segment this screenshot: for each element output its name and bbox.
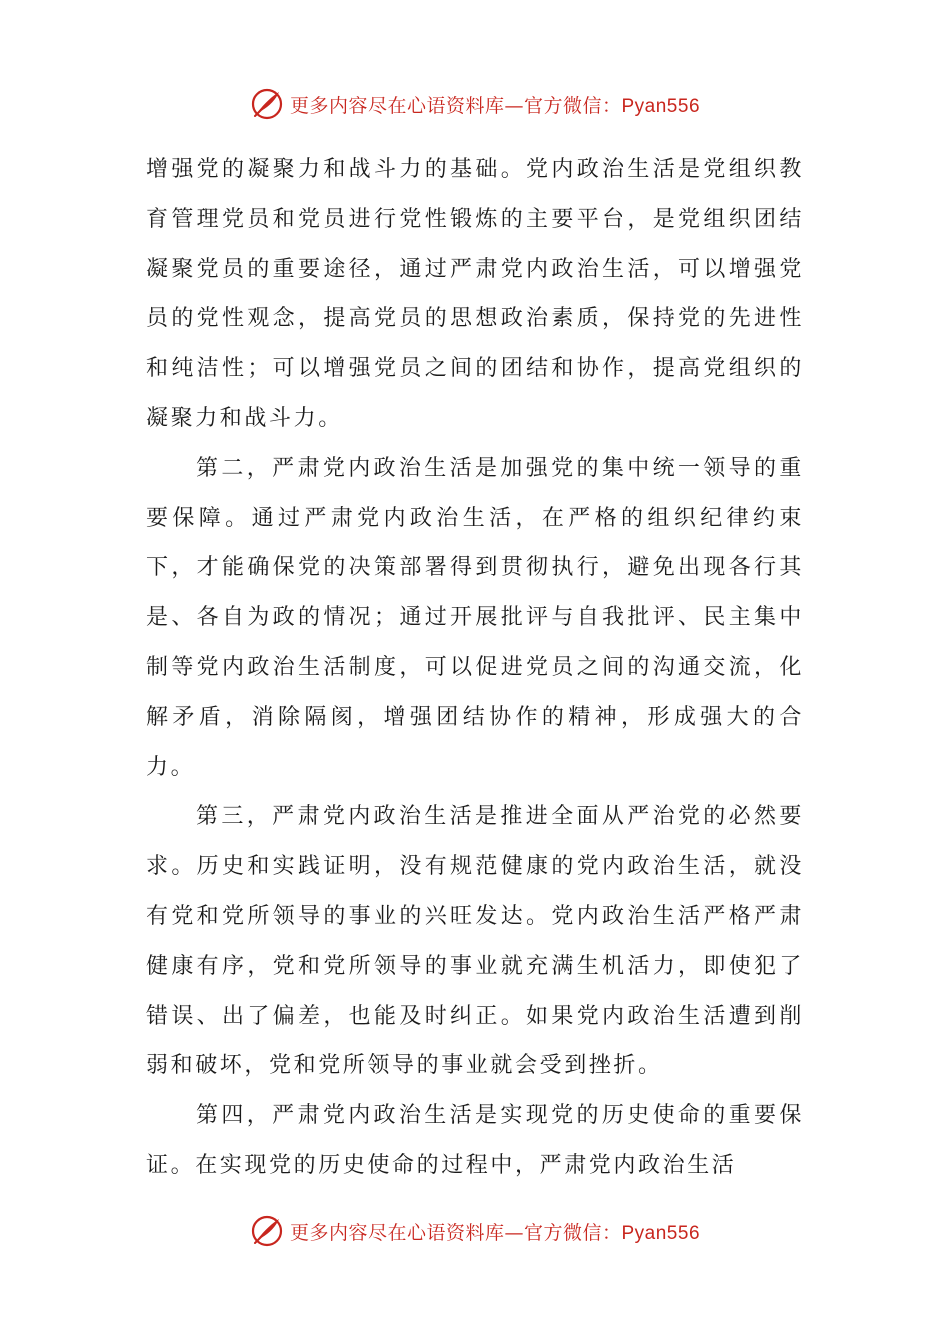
document-body bbox=[146, 145, 804, 1191]
paragraph-1: 增强党的凝聚力和战斗力的基础。党内政治生活是党组织教育管理党员和党员进行党性锻炼的主要平台，是党组织团结凝聚党员的重要途径，通过严肃党内政治生活，可以增强党员的党性观念，提高党员的思想政治素质，保持党的先进性和纯洁性；可以增强党员之间的团结和协作，提高党组织的凝聚力和战斗力。 bbox=[146, 157, 804, 431]
watermark-handle: Pyan556 bbox=[621, 95, 701, 117]
watermark-lead: 更多内容尽在心语资料库—官方微信： bbox=[289, 94, 622, 117]
footer-watermark-banner bbox=[0, 1211, 950, 1251]
paragraph-3: 第三，严肃党内政治生活是推进全面从严治党的必然要求。历史和实践证明，没有规范健康的党内政治生活，就没有党和党所领导的事业的兴旺发达。党内政治生活严格严肃健康有序，党和党所领导的事业就充满生机活力，即使犯了错误、出了偏差，也能及时纠正。如果党内政治生活遭到削弱和破坏，党和党所领导的事业就会受到挫折。 bbox=[146, 804, 804, 1079]
paragraph-4: 第四，严肃党内政治生活是实现党的历史使命的重要保证。在实现党的历史使命的过程中，严肃党内政治生活 bbox=[146, 1103, 804, 1178]
watermark-text bbox=[290, 1218, 700, 1245]
watermark-handle: Pyan556 bbox=[621, 1222, 701, 1244]
quill-logo-icon bbox=[250, 87, 284, 121]
watermark-lead: 更多内容尽在心语资料库—官方微信： bbox=[289, 1221, 622, 1244]
paragraph-2: 第二，严肃党内政治生活是加强党的集中统一领导的重要保障。通过严肃党内政治生活，在严格的组织纪律约束下，才能确保党的决策部署得到贯彻执行，避免出现各行其是、各自为政的情况；通过开展批评与自我批评、民主集中制等党内政治生活制度，可以促进党员之间的沟通交流，化解矛盾，消除隔阂，增强团结协作的精神，形成强大的合力。 bbox=[146, 455, 804, 780]
watermark-text bbox=[290, 91, 700, 118]
quill-logo-icon bbox=[250, 1214, 284, 1248]
header-watermark-banner bbox=[0, 84, 950, 124]
